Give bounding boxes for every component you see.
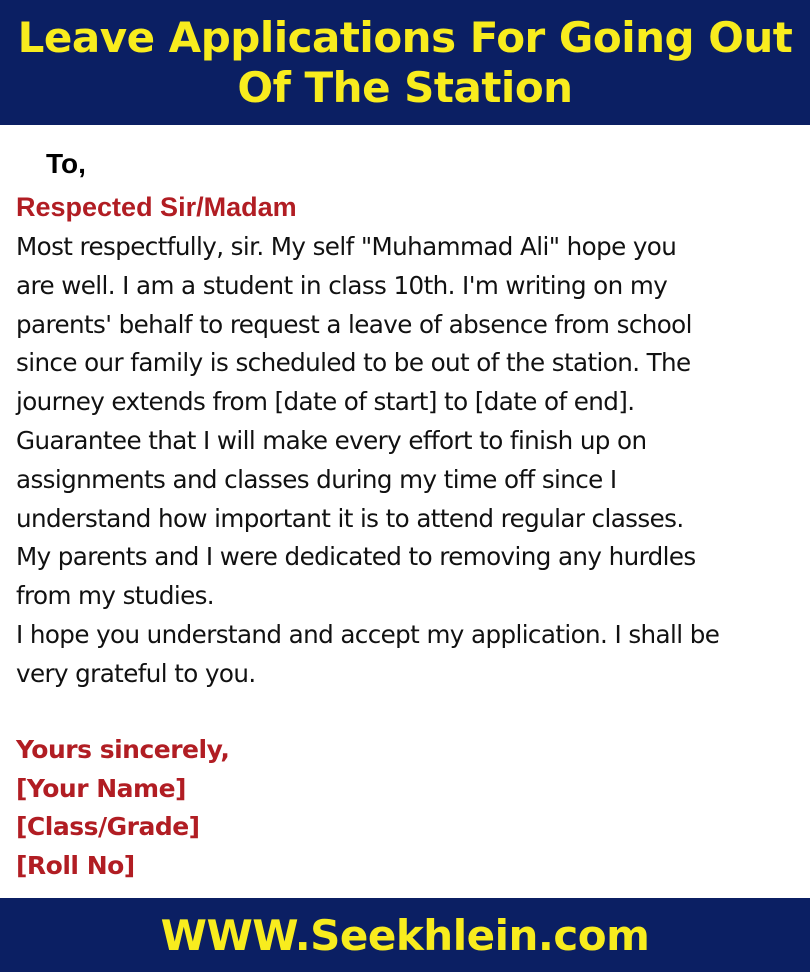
page-title-line-1: Leave Applications For Going Out — [17, 12, 793, 62]
body-line: My parents and I were dedicated to removing any hurdles — [16, 542, 696, 572]
body-line: from my studies. — [16, 581, 215, 611]
letter-salutation: Respected Sir/Madam — [16, 192, 297, 222]
letter-body — [16, 228, 801, 694]
website-text: WWW.Seekhlein.com — [160, 910, 650, 960]
footer-banner — [0, 898, 810, 972]
body-line: since our family is scheduled to be out of the station. The — [16, 348, 691, 378]
body-line: I hope you understand and accept my application. I shall be — [16, 619, 720, 649]
signer-roll: [Roll No] — [16, 850, 135, 880]
signer-class: [Class/Grade] — [16, 812, 200, 841]
body-line: journey extends from [date of start] to [date of end]. — [16, 387, 635, 417]
body-line: Most respectfully, sir. My self "Muhammad Ali" hope you — [16, 232, 677, 261]
signer-name: [Your Name] — [16, 773, 186, 803]
page-title-line-2: Of The Station — [237, 62, 573, 112]
body-line: understand how important it is to attend regular classes. — [16, 503, 684, 533]
letter-signoff — [16, 731, 229, 885]
closing-text: Yours sincerely, — [16, 735, 230, 764]
body-line: parents' behalf to request a leave of absence from school — [16, 309, 692, 339]
header-banner — [0, 0, 810, 125]
body-line: assignments and classes during my time off since I — [16, 464, 617, 494]
body-line: are well. I am a student in class 10th. I'm writing on my — [16, 270, 668, 300]
body-line: very grateful to you. — [16, 658, 256, 688]
letter-to: To, — [46, 148, 86, 179]
body-line: Guarantee that I will make every effort to finish up on — [16, 425, 647, 455]
